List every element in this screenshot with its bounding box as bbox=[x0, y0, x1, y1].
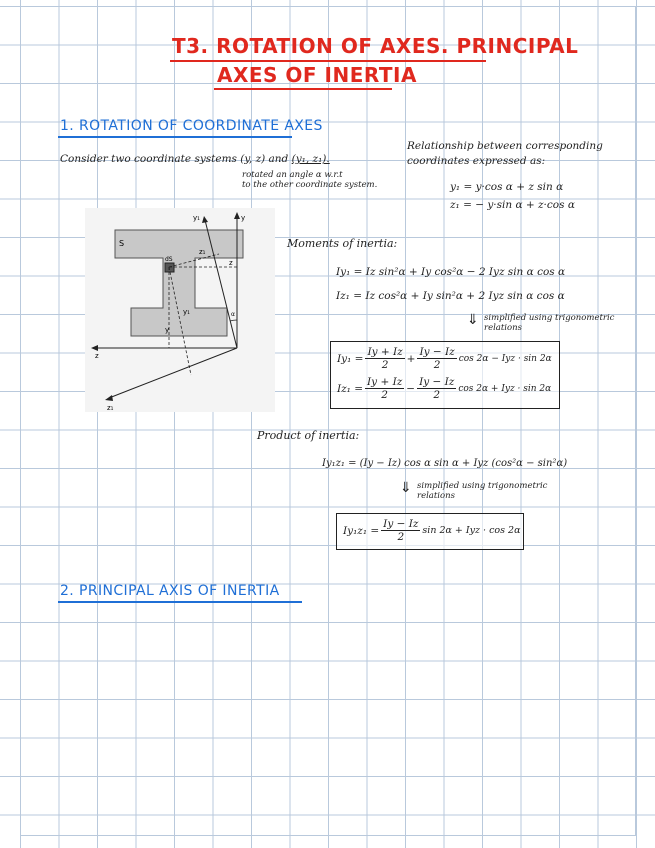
product-label: Product of inertia: bbox=[257, 429, 360, 442]
section-2-heading: 2. PRINCIPAL AXIS OF INERTIA bbox=[60, 583, 280, 599]
label-y-axis: y bbox=[241, 214, 246, 222]
z1-axis-arrow bbox=[105, 395, 113, 401]
label-z-axis: z bbox=[95, 352, 99, 360]
relationship-text: Relationship between corresponding coordinates expressed as: bbox=[407, 140, 603, 167]
section-1-heading: 1. ROTATION OF COORDINATE AXES bbox=[60, 118, 323, 134]
label-y1-axis: y₁ bbox=[193, 214, 200, 222]
boxed-product bbox=[336, 513, 524, 550]
i-beam-figure bbox=[85, 208, 275, 412]
simplified-note-2: simplified using trigonometric relations bbox=[417, 481, 548, 501]
boxed-eq-2: Iz₁ = $\frac{Iy + Iz}{2}$ − $\frac{Iy - Iz}{2}$ cos 2α + Iyz · sin 2α bbox=[337, 376, 552, 401]
label-alpha: α bbox=[231, 311, 235, 318]
moments-label: Moments of inertia: bbox=[287, 237, 398, 250]
title-underline-2 bbox=[214, 88, 392, 90]
title-line-1: T3. ROTATION OF AXES. PRINCIPAL bbox=[172, 34, 579, 58]
boxed-eq-1: Iy₁ = $\frac{Iy + Iz}{2}$ + $\frac{Iy - Iz}{2}$ cos 2α − Iyz · sin 2α bbox=[337, 346, 552, 371]
section-1-underline bbox=[58, 136, 292, 138]
y1-axis-arrow bbox=[202, 216, 208, 223]
label-S: S bbox=[119, 239, 125, 248]
boxed-product-eq: Iy₁z₁ = $\frac{Iy - Iz}{2}$ sin 2α + Iyz · cos 2α bbox=[343, 518, 521, 543]
moment-eq-1: Iy₁ = Iz sin²α + Iy cos²α − 2 Iyz sin α cos α bbox=[336, 266, 566, 278]
relation-eq-2: z₁ = − y·sin α + z·cos α bbox=[450, 199, 575, 211]
i-beam-diagram bbox=[85, 208, 275, 412]
z1-axis-line bbox=[109, 348, 237, 398]
section-2-underline bbox=[58, 601, 302, 603]
relation-eq-1: y₁ = y·cos α + z sin α bbox=[450, 181, 564, 193]
implies-arrow-2: ⇓ bbox=[400, 480, 412, 496]
label-dS: dS bbox=[165, 256, 173, 263]
intro-text: Consider two coordinate systems (y, z) and (y₁, z₁). bbox=[60, 153, 330, 165]
label-z-inner: z bbox=[229, 259, 233, 267]
z-axis-arrow bbox=[91, 345, 98, 351]
label-y-inner: y bbox=[165, 326, 170, 334]
label-z1-inner: z₁ bbox=[199, 248, 206, 256]
boxed-moments bbox=[330, 341, 560, 409]
product-eq: Iy₁z₁ = (Iy − Iz) cos α sin α + Iyz (cos²α − sin²α) bbox=[322, 458, 568, 469]
y-axis-arrow bbox=[234, 212, 240, 219]
simplified-note-1: simplified using trigonometric relations bbox=[484, 313, 615, 333]
label-y1-inner: y₁ bbox=[183, 308, 190, 316]
alpha-arc bbox=[230, 320, 237, 321]
title-underline-1 bbox=[170, 60, 486, 62]
i-beam-shape bbox=[115, 230, 243, 336]
implies-arrow-1: ⇓ bbox=[467, 312, 479, 328]
title-line-2: AXES OF INERTIA bbox=[217, 63, 417, 87]
rotated-note: rotated an angle α w.r.t to the other coordinate system. bbox=[242, 170, 378, 190]
moment-eq-2: Iz₁ = Iz cos²α + Iy sin²α + 2 Iyz sin α cos α bbox=[336, 290, 565, 302]
label-z1-axis: z₁ bbox=[107, 404, 114, 412]
